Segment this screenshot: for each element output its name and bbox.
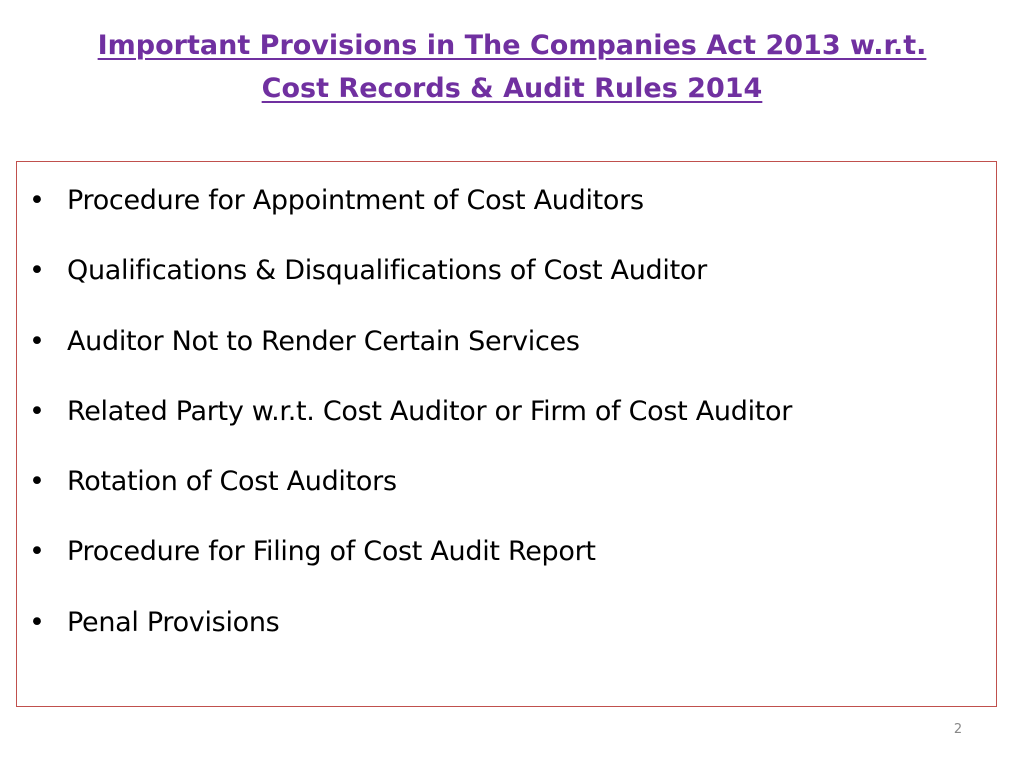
page-number: 2 [953,722,963,737]
list-item [17,602,996,672]
list-item-text: Rotation of Cost Auditors [67,466,397,498]
list-item-text: Related Party w.r.t. Cost Auditor or Firm of Cost Auditor [67,395,793,427]
slide-title [0,24,1024,110]
list-item [17,531,996,601]
list-item [17,250,996,320]
bullet-list [17,180,996,672]
bullet-icon: • [29,606,45,638]
title-line-2: Cost Records & Audit Rules 2014 [261,73,763,104]
bullet-icon: • [29,536,45,568]
list-item-text: Penal Provisions [67,606,280,638]
bullet-icon: • [29,185,45,216]
list-item-text: Qualifications & Disqualifications of Cost Auditor [67,255,707,287]
list-item-text: Auditor Not to Render Certain Services [67,325,580,357]
list-item-text: Procedure for Filing of Cost Audit Report [67,536,596,568]
bullet-icon: • [29,395,45,427]
list-item [17,461,996,531]
list-item-text: Procedure for Appointment of Cost Auditors [67,185,644,216]
content-box [16,161,997,707]
list-item [17,180,996,250]
list-item [17,391,996,461]
list-item [17,321,996,391]
bullet-icon: • [29,325,45,357]
bullet-icon: • [29,255,45,287]
bullet-icon: • [29,466,45,498]
title-line-1: Important Provisions in The Companies Act 2013 w.r.t. [97,30,927,61]
